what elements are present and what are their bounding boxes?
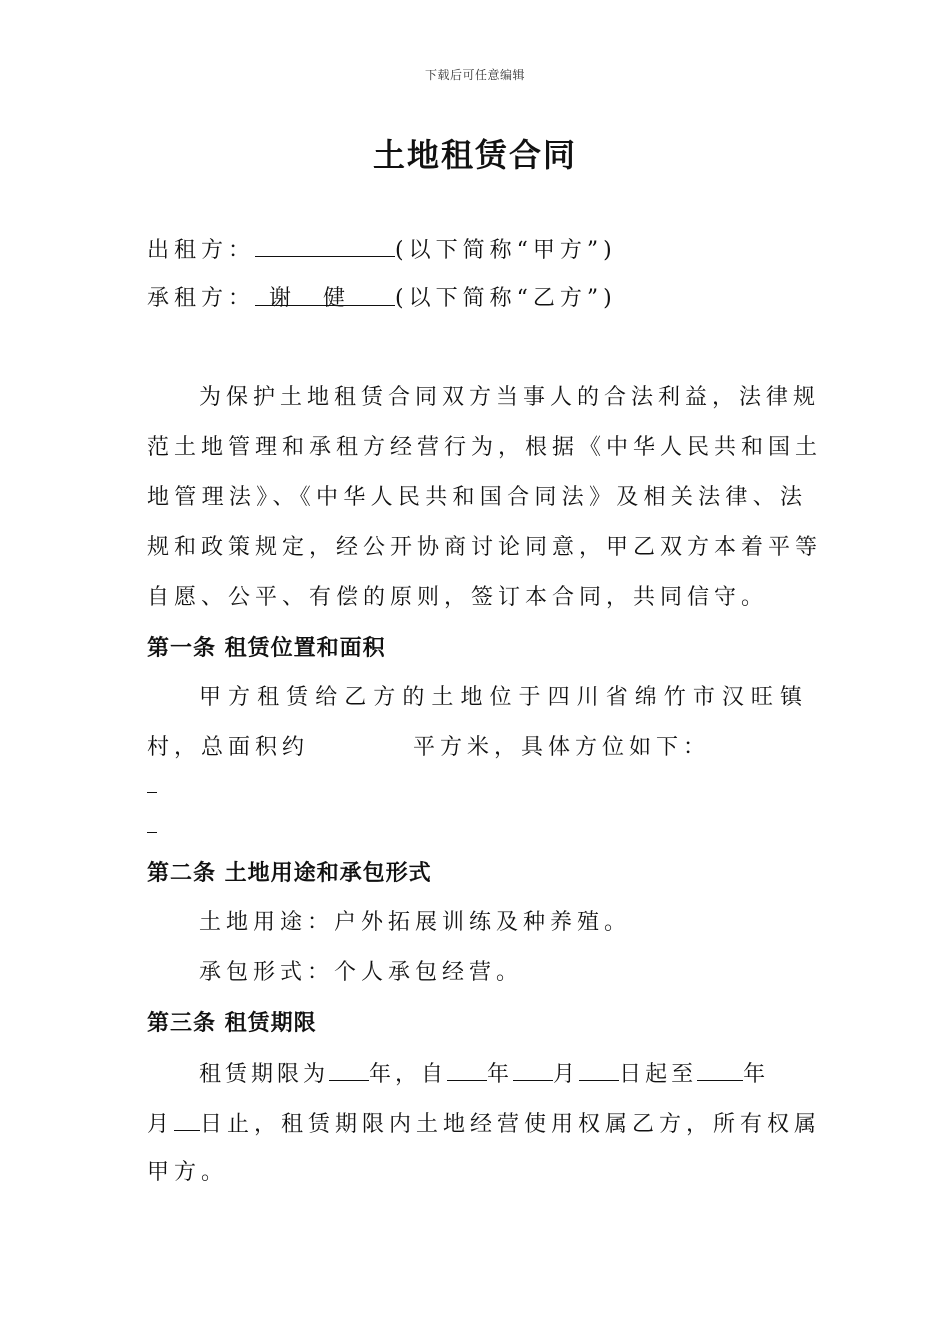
lessor-label: 出租方： xyxy=(147,238,256,263)
article-2-heading: 第二条 土地用途和承包形式 xyxy=(147,860,432,886)
location-blank-1[interactable] xyxy=(147,792,157,793)
contract-form-line: 承包形式：个人承包经营。 xyxy=(199,960,524,985)
preamble-line-3: 地管理法》、《中华人民共和国合同法》及相关法律、法 xyxy=(147,485,807,510)
area-prefix: 村，总面积约 xyxy=(147,735,310,760)
preamble-line-4: 规和政策规定，经公开协商讨论同意，甲乙双方本着平等 xyxy=(147,535,823,560)
article-3-heading: 第三条 租赁期限 xyxy=(147,1010,317,1036)
lessee-name-field[interactable]: 谢 健 xyxy=(255,284,395,306)
start-day-blank[interactable] xyxy=(579,1058,619,1081)
start-year-blank[interactable] xyxy=(447,1058,487,1081)
location-blank-2[interactable] xyxy=(147,832,157,833)
term-ownership-text: 日止，租赁期限内土地经营使用权属乙方，所有权属 xyxy=(200,1112,822,1137)
start-month-blank[interactable] xyxy=(513,1058,553,1081)
area-suffix: 平方米，具体方位如下： xyxy=(413,735,711,760)
article-3-line-2 xyxy=(147,1108,822,1140)
land-use-line: 土地用途：户外拓展训练及种养殖。 xyxy=(199,910,632,935)
term-year-from: 年，自 xyxy=(369,1062,448,1087)
end-year-blank[interactable] xyxy=(697,1058,743,1081)
lessor-line xyxy=(147,234,807,266)
end-month-label: 月 xyxy=(147,1112,175,1137)
article-3-line-1 xyxy=(147,1058,807,1090)
article-1-line-2 xyxy=(147,733,807,763)
lessee-label: 承租方： xyxy=(147,286,256,311)
preamble-line-2: 范土地管理和承租方经营行为，根据《中华人民共和国土 xyxy=(147,435,823,460)
article-3-line-3: 甲方。 xyxy=(147,1160,229,1185)
preamble-line-5: 自愿、公平、有偿的原则，签订本合同，共同信守。 xyxy=(147,585,769,610)
article-1-heading: 第一条 租赁位置和面积 xyxy=(147,635,386,661)
end-day-blank[interactable] xyxy=(174,1108,200,1131)
lessee-line xyxy=(147,284,807,314)
start-year-label: 年 xyxy=(487,1062,514,1087)
document-title: 土地租赁合同 xyxy=(372,136,577,174)
lessor-suffix: (以下简称“甲方”) xyxy=(395,238,617,263)
end-year-label: 年 xyxy=(743,1062,770,1087)
start-day-label: 日起至 xyxy=(619,1062,698,1087)
lessor-name-field[interactable] xyxy=(255,234,395,257)
lessee-suffix: (以下简称“乙方”) xyxy=(395,286,617,311)
preamble-line-1: 为保护土地租赁合同双方当事人的合法利益，法律规 xyxy=(199,385,821,410)
header-note: 下载后可任意编辑 xyxy=(424,68,525,82)
start-month-label: 月 xyxy=(553,1062,580,1087)
article-1-line-1: 甲方租赁给乙方的土地位于四川省绵竹市汉旺镇 xyxy=(199,685,807,710)
term-prefix: 租赁期限为 xyxy=(199,1062,330,1087)
term-years-blank[interactable] xyxy=(329,1058,369,1081)
